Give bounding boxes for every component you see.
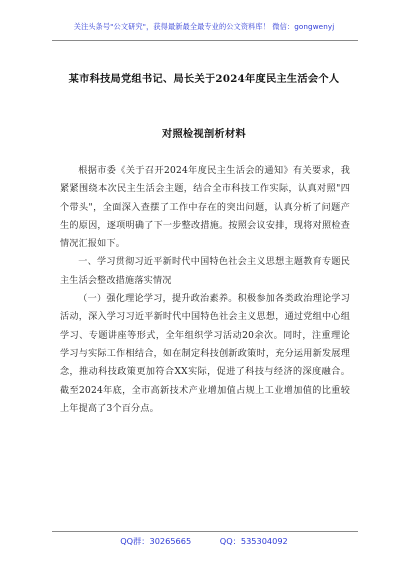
section-heading-1: 一、学习贯彻习近平新时代中国特色社会主义思想主题教育专题民主生活会整改措施落实情况: [60, 257, 350, 286]
body-paragraph-intro: 根据市委《关于召开2024年度民主生活会的通知》有关要求，我紧紧围绕本次民主生活会主题，结合全市科技工作实际，认真对照"四个带头"，全面深入查摆了工作中存在的突出问题，认真分析了问题产生的原因，逐项明确了下一步整改措施。按照会议安排，现将对照检查情况汇报如下。: [60, 166, 350, 250]
footer-qq-group: QQ群：30265665: [120, 536, 192, 546]
footer-qq-contact: QQ：535304092: [219, 536, 288, 546]
header-banner: 关注头条号"公文研究"，获得最新最全最专业的公文资料库！ 微信：gongwenyj: [73, 22, 335, 31]
document-title-line-2: 对照检视剖析材料: [162, 128, 246, 140]
footer-divider: [52, 531, 358, 532]
body-paragraph-1: （一）强化理论学习，提升政治素养。积极参加各类政治理论学习活动，深入学习习近平新时代中国特色社会主义思想，通过党组中心组学习、专题讲座等形式，全年组织学习活动20余次。同时，注重理论学习与实际工作相结合，如在制定科技创新政策时，充分运用新发展理念，推动科技政策更加符合XX实际，促进了科技与经济的深度融合。截至2024年底，全市高新技术产业增加值占规上工业增加值的比重较上年提高了3个百分点。: [60, 294, 350, 414]
document-body: [60, 162, 350, 418]
document-title-line-1: 某市科技局党组书记、局长关于2024年度民主生活会个人: [68, 73, 340, 85]
footer-contacts: [0, 536, 408, 547]
header-divider: [52, 40, 358, 41]
